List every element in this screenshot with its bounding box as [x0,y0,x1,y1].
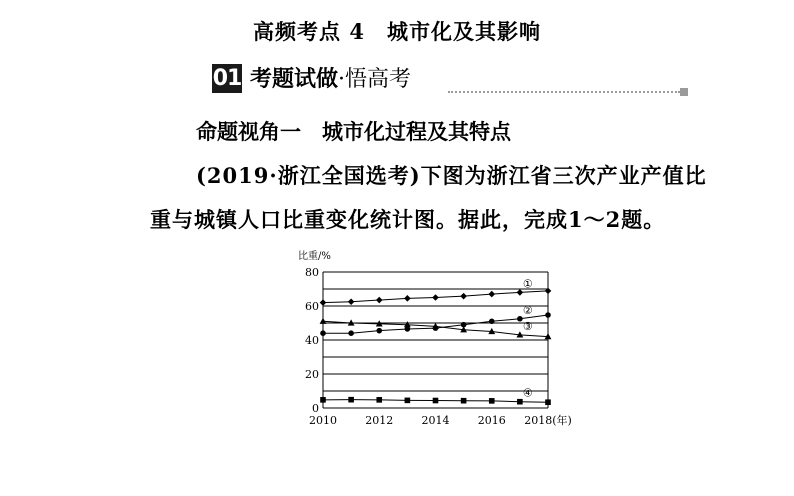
series-3 [320,318,552,340]
data-point-circle [545,312,551,318]
data-point-square [376,397,382,403]
x-tick-label: 2010 [309,414,337,427]
series-label: ③ [522,319,533,333]
divider-end-square [680,88,688,96]
data-point-circle [320,330,326,336]
data-point-square [461,398,467,404]
x-tick-label: 2016 [477,414,506,427]
series-label: ① [522,277,533,291]
y-tick-label: 0 [312,402,319,415]
data-point-circle [376,328,382,334]
y-tick-label: 20 [305,368,319,381]
data-point-diamond [432,294,439,301]
data-point-square [517,399,523,405]
data-point-diamond [460,293,467,300]
x-tick-label: 2012 [365,414,394,427]
section-title-sub: ·悟高考 [338,67,412,92]
data-point-circle [348,330,354,336]
industry-urbanization-line-chart [296,246,576,430]
data-point-square [545,399,551,405]
question-text-line-2: 重与城镇人口比重变化统计图。据此，完成1～2题。 [150,207,666,232]
x-tick-label: 2018(年) [524,414,572,427]
data-point-diamond [376,297,383,304]
series-label: ④ [522,386,533,400]
data-point-diamond [348,298,355,305]
data-point-diamond [488,291,495,298]
series-2 [320,304,551,336]
question-text-line-1: (2019·浙江全国选考)下图为浙江省三次产业产值比 [196,163,707,188]
y-tick-label: 80 [305,266,319,279]
topic-subheading: 命题视角一 城市化过程及其特点 [196,120,511,144]
y-tick-label: 60 [305,300,319,313]
data-point-triangle [320,318,327,324]
data-point-square [405,398,411,404]
data-point-square [348,397,354,403]
section-number-badge: 01 [212,66,242,91]
data-point-square [489,398,495,404]
data-point-square [433,398,439,404]
page-title: 高频考点 4 城市化及其影响 [253,19,541,44]
section-title-main: 考题试做 [250,67,339,92]
y-tick-label: 40 [305,334,319,347]
y-axis-label: 比重/% [298,251,331,262]
x-tick-label: 2014 [421,414,450,427]
series-1 [320,277,552,306]
chart-series [320,277,552,405]
section-header [212,62,688,98]
dotted-divider [448,91,680,93]
data-point-diamond [320,299,327,306]
section-title [250,62,411,93]
series-label: ② [522,303,533,317]
data-point-circle [489,319,495,325]
data-point-diamond [404,295,411,302]
data-point-square [320,397,326,403]
data-point-circle [517,316,523,322]
series-4 [320,387,551,405]
